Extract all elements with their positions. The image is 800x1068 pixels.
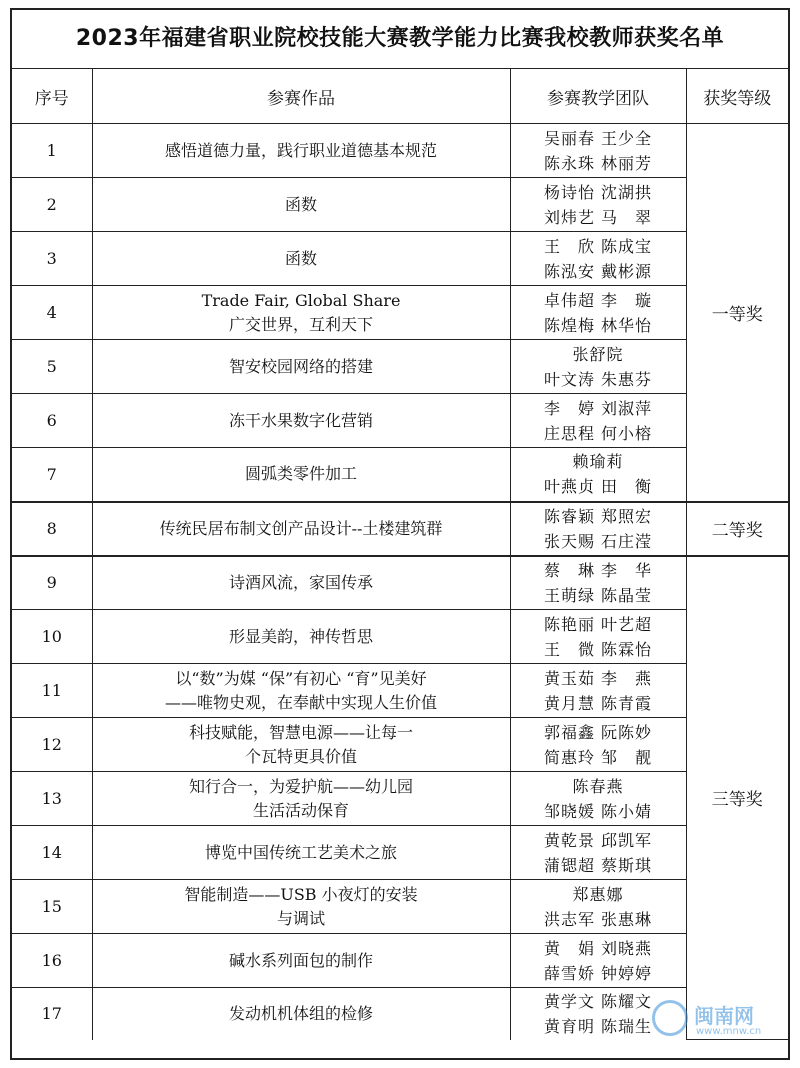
team-line: 叶文涛 朱惠芬 [543,369,653,389]
award-level-third: 三等奖 [686,556,788,1040]
work-title [92,826,510,880]
work-title [92,394,510,448]
table-row [12,772,788,826]
row-number: 12 [12,718,92,772]
team-members [510,124,686,178]
team-line: 郭福鑫 阮陈妙 [543,722,653,742]
team-members [510,502,686,556]
team-line: 李 婷 刘淑萍 [543,398,653,418]
award-level-first: 一等奖 [686,124,788,502]
row-number: 17 [12,988,92,1040]
row-number: 4 [12,286,92,340]
team-members [510,448,686,502]
team-line: 庄思程 何小榕 [543,423,653,443]
team-line: 王萌绿 陈晶莹 [543,585,653,605]
header-work: 参赛作品 [92,69,510,124]
watermark-url: www.mnw.cn [696,1026,762,1037]
work-title-line: 智安校园网络的搭建 [228,356,373,376]
team-line: 简惠玲 邹 靓 [543,747,653,767]
work-title-line: ——唯物史观，在奉献中实现人生价值 [164,692,437,712]
work-title-line: 形显美韵，神传哲思 [228,626,373,646]
award-sheet [10,8,790,1060]
header-team: 参赛教学团队 [510,69,686,124]
team-line: 黄学文 陈耀文 [543,991,653,1011]
team-line: 张舒院 [572,344,624,364]
work-title [92,178,510,232]
header-award: 获奖等级 [686,69,788,124]
work-title-line: 与调试 [276,908,325,928]
work-title-line: 个瓦特更具价值 [244,746,357,766]
header-row [12,69,788,124]
work-title [92,610,510,664]
work-title-line: 函数 [284,248,317,268]
team-line: 陈艳丽 叶艺超 [543,614,653,634]
row-number: 7 [12,448,92,502]
team-line: 陈永珠 林丽芳 [543,153,653,173]
watermark-circle-icon [652,1000,688,1036]
work-title-line: 圆弧类零件加工 [244,464,357,484]
team-line: 吴丽春 王少全 [543,128,653,148]
table-row [12,448,788,502]
team-members [510,610,686,664]
table-row [12,124,788,178]
team-members [510,718,686,772]
award-level-second: 二等奖 [686,502,788,556]
work-title-line: 以“数”为媒 “保”有初心 “育”见美好 [175,668,427,688]
work-title-line: 传统民居布制文创产品设计--土楼建筑群 [159,518,443,538]
table-row [12,934,788,988]
work-title-line: 诗酒风流，家国传承 [228,572,373,592]
work-title [92,934,510,988]
team-line: 邹晓媛 陈小婧 [543,801,653,821]
team-line: 赖瑜莉 [572,452,624,472]
team-line: 黄月慧 陈青霞 [543,693,653,713]
table-row [12,718,788,772]
row-number: 11 [12,664,92,718]
team-members [510,394,686,448]
team-line: 薛雪娇 钟婷婷 [543,963,653,983]
row-number: 5 [12,340,92,394]
team-members [510,826,686,880]
row-number: 6 [12,394,92,448]
work-title [92,718,510,772]
table-row [12,610,788,664]
team-line: 黄乾景 邱凯军 [543,830,653,850]
table-row [12,826,788,880]
work-title-line: 广交世界，互利天下 [228,314,373,334]
team-members [510,664,686,718]
work-title [92,772,510,826]
work-title-line: 博览中国传统工艺美术之旅 [204,842,397,862]
team-members [510,232,686,286]
table-row [12,340,788,394]
row-number: 8 [12,502,92,556]
team-line: 卓伟超 李 璇 [543,290,653,310]
team-line: 刘炜艺 马 翠 [543,207,653,227]
work-title-line: 生活活动保育 [252,800,349,820]
team-line: 郑惠娜 [572,884,624,904]
table-row [12,502,788,556]
team-line: 叶燕贞 田 衡 [543,477,653,497]
team-members [510,556,686,610]
table-row [12,232,788,286]
work-title-line: 冻干水果数字化营销 [228,410,373,430]
row-number: 1 [12,124,92,178]
team-members [510,772,686,826]
row-number: 16 [12,934,92,988]
team-line: 陈煌梅 林华怡 [543,315,653,335]
work-title-line: 发动机机体组的检修 [228,1003,373,1023]
work-title-line: 智能制造——USB 小夜灯的安装 [184,884,418,904]
team-line: 蔡 琳 李 华 [543,560,653,580]
table-row [12,394,788,448]
team-line: 洪志军 张惠琳 [543,909,653,929]
watermark-text: 闽南网 [694,1004,754,1028]
work-title [92,556,510,610]
team-line: 杨诗怡 沈湖拱 [543,182,653,202]
work-title-line: 碱水系列面包的制作 [228,950,373,970]
team-members [510,286,686,340]
page-title: 2023年福建省职业院校技能大赛教学能力比赛我校教师获奖名单 [12,10,788,69]
work-title-line: 函数 [284,194,317,214]
team-line: 王 微 陈霖怡 [543,639,653,659]
row-number: 15 [12,880,92,934]
table-row [12,664,788,718]
table-row [12,286,788,340]
team-members [510,178,686,232]
row-number: 2 [12,178,92,232]
work-title [92,286,510,340]
team-line: 王 欣 陈成宝 [543,236,653,256]
work-title [92,124,510,178]
row-number: 9 [12,556,92,610]
work-title-line: Trade Fair, Global Share [201,290,401,310]
table-row [12,556,788,610]
work-title [92,988,510,1040]
team-line: 张天赐 石庄滢 [543,531,653,551]
work-title [92,502,510,556]
team-line: 黄玉茹 李 燕 [543,668,653,688]
work-title [92,448,510,502]
team-members [510,340,686,394]
work-title-line: 感悟道德力量，践行职业道德基本规范 [164,140,437,160]
team-members [510,934,686,988]
row-number: 13 [12,772,92,826]
team-line: 蒲锶超 蔡斯琪 [543,855,653,875]
work-title [92,664,510,718]
work-title [92,880,510,934]
row-number: 3 [12,232,92,286]
team-members [510,880,686,934]
work-title-line: 知行合一，为爱护航——幼儿园 [188,776,413,796]
row-number: 10 [12,610,92,664]
team-line: 黄育明 陈瑞生 [543,1016,653,1036]
work-title [92,232,510,286]
row-number: 14 [12,826,92,880]
work-title [92,340,510,394]
work-title-line: 科技赋能，智慧电源——让每一 [188,722,413,742]
header-no: 序号 [12,69,92,124]
table-row [12,880,788,934]
team-line: 陈泓安 戴彬源 [543,261,653,281]
team-line: 陈春燕 [572,776,624,796]
team-line: 黄 娟 刘晓燕 [543,938,653,958]
team-line: 陈睿颖 郑照宏 [543,506,653,526]
award-table [12,69,788,1040]
watermark-logo [652,998,782,1042]
table-row [12,178,788,232]
